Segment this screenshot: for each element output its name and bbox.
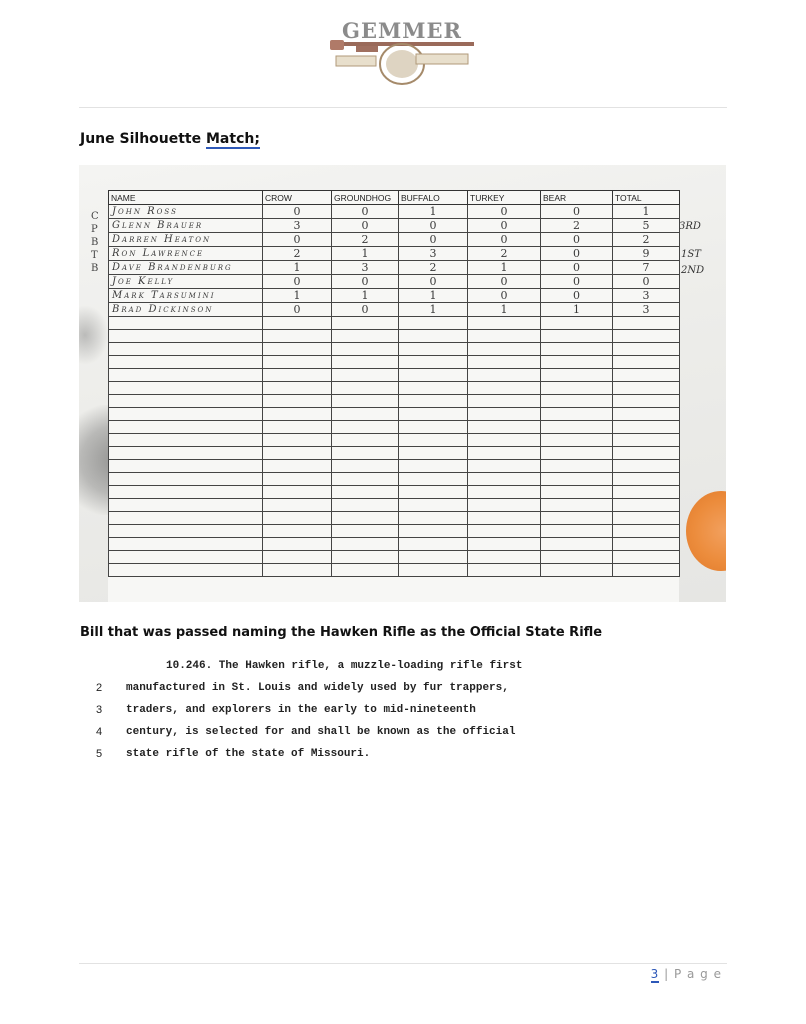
empty-cell <box>468 395 541 408</box>
score-cell: 3 <box>399 247 468 261</box>
score-cell: 1 <box>468 261 541 275</box>
empty-cell <box>332 395 399 408</box>
empty-cell <box>399 434 468 447</box>
empty-cell <box>613 486 680 499</box>
empty-cell <box>468 382 541 395</box>
empty-cell <box>109 343 263 356</box>
empty-table-row <box>109 460 680 473</box>
score-cell: 0 <box>263 275 332 289</box>
score-cell: 0 <box>541 205 613 219</box>
placement-note: 1ST <box>681 249 701 260</box>
line-text: state rifle of the state of Missouri. <box>126 748 371 760</box>
empty-cell <box>109 512 263 525</box>
empty-cell <box>613 408 680 421</box>
empty-cell <box>263 330 332 343</box>
score-cell: 2 <box>399 261 468 275</box>
empty-cell <box>468 551 541 564</box>
score-cell: 0 <box>468 205 541 219</box>
empty-cell <box>541 486 613 499</box>
empty-cell <box>109 356 263 369</box>
empty-cell <box>613 395 680 408</box>
score-cell: 0 <box>399 219 468 233</box>
empty-cell <box>399 382 468 395</box>
line-number: 5 <box>96 748 103 760</box>
empty-table-row <box>109 551 680 564</box>
empty-cell <box>541 408 613 421</box>
bill-heading: Bill that was passed naming the Hawken Rifle as the Official State Rifle <box>80 625 603 640</box>
competitor-name: Ron Lawrence <box>109 247 263 261</box>
empty-table-row <box>109 434 680 447</box>
empty-cell <box>541 434 613 447</box>
heading-underlined-word: Match; <box>206 131 260 147</box>
table-row <box>109 219 680 233</box>
line-number: 4 <box>96 726 103 738</box>
empty-cell <box>399 447 468 460</box>
score-cell: 0 <box>541 247 613 261</box>
empty-cell <box>613 512 680 525</box>
column-header: BUFFALO <box>399 191 468 205</box>
empty-table-row <box>109 538 680 551</box>
empty-cell <box>332 330 399 343</box>
score-cell: 1 <box>613 205 680 219</box>
bill-line <box>96 704 696 726</box>
empty-cell <box>613 421 680 434</box>
empty-table-row <box>109 499 680 512</box>
empty-cell <box>613 369 680 382</box>
score-cell: 0 <box>613 275 680 289</box>
empty-cell <box>613 460 680 473</box>
column-header: CROW <box>263 191 332 205</box>
score-cell: 0 <box>399 233 468 247</box>
empty-cell <box>541 473 613 486</box>
empty-cell <box>468 512 541 525</box>
empty-cell <box>541 499 613 512</box>
empty-cell <box>613 356 680 369</box>
match-heading <box>80 131 260 147</box>
score-sheet-photo <box>79 165 726 602</box>
line-number: 3 <box>96 704 103 716</box>
score-cell: 0 <box>468 289 541 303</box>
line-text: century, is selected for and shall be known as the official <box>126 726 516 738</box>
line-text: traders, and explorers in the early to mid-nineteenth <box>126 704 476 716</box>
score-cell: 1 <box>399 205 468 219</box>
empty-cell <box>468 408 541 421</box>
table-row <box>109 247 680 261</box>
empty-cell <box>109 551 263 564</box>
line-number: 2 <box>96 682 103 694</box>
empty-cell <box>613 343 680 356</box>
empty-cell <box>468 317 541 330</box>
score-sheet <box>108 190 679 602</box>
empty-cell <box>541 356 613 369</box>
empty-cell <box>109 499 263 512</box>
table-row <box>109 205 680 219</box>
empty-cell <box>263 382 332 395</box>
empty-cell <box>399 486 468 499</box>
empty-cell <box>332 460 399 473</box>
page-label: P a g e <box>673 967 722 981</box>
empty-cell <box>332 382 399 395</box>
empty-cell <box>109 395 263 408</box>
competitor-name: Dave Brandenburg <box>109 261 263 275</box>
competitor-name: John Ross <box>109 205 263 219</box>
empty-cell <box>541 421 613 434</box>
score-cell: 0 <box>332 303 399 317</box>
margin-letter: T <box>91 250 98 261</box>
column-header: BEAR <box>541 191 613 205</box>
page-number: 3 <box>650 967 660 981</box>
score-cell: 3 <box>332 261 399 275</box>
score-cell: 0 <box>541 233 613 247</box>
empty-cell <box>332 317 399 330</box>
empty-cell <box>332 369 399 382</box>
competitor-name: Darren Heaton <box>109 233 263 247</box>
empty-cell <box>332 356 399 369</box>
heading-prefix: June Silhouette <box>80 131 206 147</box>
empty-cell <box>263 356 332 369</box>
bill-line <box>96 748 696 770</box>
empty-cell <box>399 460 468 473</box>
score-cell: 2 <box>468 247 541 261</box>
gemmer-logo <box>326 16 478 96</box>
score-table <box>108 190 680 577</box>
empty-cell <box>263 473 332 486</box>
empty-cell <box>332 408 399 421</box>
competitor-name: Brad Dickinson <box>109 303 263 317</box>
empty-cell <box>613 564 680 577</box>
empty-cell <box>263 486 332 499</box>
empty-cell <box>468 538 541 551</box>
empty-cell <box>613 538 680 551</box>
empty-cell <box>468 486 541 499</box>
empty-cell <box>332 447 399 460</box>
empty-cell <box>613 317 680 330</box>
empty-cell <box>399 525 468 538</box>
competitor-name: Joe Kelly <box>109 275 263 289</box>
empty-cell <box>613 447 680 460</box>
empty-cell <box>263 512 332 525</box>
empty-cell <box>399 473 468 486</box>
score-cell: 0 <box>541 275 613 289</box>
score-cell: 3 <box>613 303 680 317</box>
bill-line <box>96 682 696 704</box>
empty-cell <box>399 512 468 525</box>
empty-cell <box>263 369 332 382</box>
score-cell: 1 <box>263 289 332 303</box>
score-cell: 0 <box>332 275 399 289</box>
empty-cell <box>541 382 613 395</box>
competitor-name: Mark Tarsumini <box>109 289 263 303</box>
empty-cell <box>332 525 399 538</box>
empty-cell <box>399 538 468 551</box>
empty-cell <box>263 551 332 564</box>
empty-table-row <box>109 408 680 421</box>
empty-cell <box>109 408 263 421</box>
empty-cell <box>468 447 541 460</box>
empty-cell <box>541 330 613 343</box>
empty-table-row <box>109 330 680 343</box>
empty-cell <box>399 564 468 577</box>
empty-cell <box>109 538 263 551</box>
score-cell: 1 <box>332 247 399 261</box>
empty-cell <box>541 343 613 356</box>
margin-letter: B <box>91 263 99 274</box>
empty-cell <box>399 356 468 369</box>
empty-cell <box>263 421 332 434</box>
empty-cell <box>109 460 263 473</box>
placement-note: 3RD <box>679 221 701 232</box>
score-cell: 3 <box>263 219 332 233</box>
empty-cell <box>109 447 263 460</box>
empty-cell <box>541 512 613 525</box>
margin-letter: P <box>91 224 98 235</box>
column-header: NAME <box>109 191 263 205</box>
empty-cell <box>332 551 399 564</box>
footer-divider <box>79 963 727 964</box>
empty-cell <box>613 499 680 512</box>
empty-cell <box>399 317 468 330</box>
score-cell: 0 <box>332 205 399 219</box>
empty-cell <box>109 564 263 577</box>
empty-cell <box>468 473 541 486</box>
placement-note: 2ND <box>681 265 705 276</box>
empty-cell <box>263 317 332 330</box>
empty-cell <box>332 538 399 551</box>
empty-cell <box>541 317 613 330</box>
bill-text <box>96 660 696 770</box>
score-table-body <box>109 205 680 577</box>
page-separator: | <box>659 967 674 981</box>
empty-table-row <box>109 525 680 538</box>
margin-letter: C <box>91 211 99 222</box>
table-row <box>109 233 680 247</box>
score-cell: 1 <box>399 303 468 317</box>
empty-cell <box>399 369 468 382</box>
empty-table-row <box>109 473 680 486</box>
empty-cell <box>332 343 399 356</box>
score-cell: 1 <box>263 261 332 275</box>
empty-cell <box>541 395 613 408</box>
bill-line <box>96 660 696 682</box>
table-row <box>109 289 680 303</box>
empty-cell <box>399 551 468 564</box>
empty-cell <box>109 525 263 538</box>
score-cell: 0 <box>468 219 541 233</box>
empty-cell <box>263 343 332 356</box>
empty-cell <box>109 369 263 382</box>
empty-cell <box>263 447 332 460</box>
empty-cell <box>613 382 680 395</box>
empty-cell <box>399 421 468 434</box>
score-cell: 7 <box>613 261 680 275</box>
empty-cell <box>468 343 541 356</box>
empty-cell <box>613 330 680 343</box>
empty-table-row <box>109 382 680 395</box>
empty-cell <box>263 408 332 421</box>
column-header: TOTAL <box>613 191 680 205</box>
empty-cell <box>541 551 613 564</box>
empty-cell <box>468 564 541 577</box>
empty-table-row <box>109 421 680 434</box>
empty-cell <box>468 525 541 538</box>
empty-cell <box>399 343 468 356</box>
empty-cell <box>541 447 613 460</box>
empty-cell <box>263 460 332 473</box>
empty-cell <box>263 499 332 512</box>
score-cell: 1 <box>332 289 399 303</box>
empty-table-row <box>109 395 680 408</box>
table-row <box>109 261 680 275</box>
empty-cell <box>263 564 332 577</box>
empty-cell <box>332 499 399 512</box>
score-cell: 0 <box>468 275 541 289</box>
empty-cell <box>613 525 680 538</box>
empty-cell <box>109 434 263 447</box>
empty-table-row <box>109 512 680 525</box>
score-cell: 0 <box>263 303 332 317</box>
score-cell: 0 <box>263 233 332 247</box>
empty-cell <box>541 460 613 473</box>
empty-cell <box>468 460 541 473</box>
empty-cell <box>109 317 263 330</box>
line-text: 10.246. The Hawken rifle, a muzzle-loading rifle first <box>166 660 523 672</box>
empty-cell <box>332 421 399 434</box>
line-text: manufactured in St. Louis and widely used by fur trappers, <box>126 682 509 694</box>
score-cell: 0 <box>468 233 541 247</box>
margin-letter: B <box>91 237 99 248</box>
empty-cell <box>613 551 680 564</box>
empty-cell <box>468 434 541 447</box>
logo-wordmark: GEMMER <box>342 18 462 43</box>
score-table-header-row <box>109 191 680 205</box>
page-footer <box>651 967 722 981</box>
empty-cell <box>399 330 468 343</box>
empty-cell <box>263 395 332 408</box>
table-row <box>109 275 680 289</box>
empty-cell <box>468 356 541 369</box>
header-divider <box>79 107 727 108</box>
score-cell: 5 <box>613 219 680 233</box>
score-cell: 2 <box>613 233 680 247</box>
empty-cell <box>468 421 541 434</box>
empty-cell <box>109 382 263 395</box>
empty-cell <box>541 564 613 577</box>
column-header: GROUNDHOG <box>332 191 399 205</box>
empty-table-row <box>109 369 680 382</box>
empty-table-row <box>109 317 680 330</box>
score-cell: 1 <box>541 303 613 317</box>
score-cell: 0 <box>541 289 613 303</box>
bill-line <box>96 726 696 748</box>
score-cell: 0 <box>541 261 613 275</box>
empty-cell <box>263 525 332 538</box>
empty-cell <box>109 421 263 434</box>
score-cell: 2 <box>541 219 613 233</box>
empty-cell <box>109 473 263 486</box>
empty-cell <box>399 395 468 408</box>
score-cell: 2 <box>263 247 332 261</box>
score-cell: 1 <box>468 303 541 317</box>
empty-cell <box>332 473 399 486</box>
empty-table-row <box>109 447 680 460</box>
empty-cell <box>263 538 332 551</box>
score-cell: 1 <box>399 289 468 303</box>
empty-cell <box>468 369 541 382</box>
score-cell: 9 <box>613 247 680 261</box>
shadow-stain <box>79 305 109 365</box>
empty-cell <box>109 330 263 343</box>
empty-cell <box>541 369 613 382</box>
score-cell: 0 <box>399 275 468 289</box>
empty-cell <box>332 564 399 577</box>
empty-cell <box>468 330 541 343</box>
empty-cell <box>468 499 541 512</box>
empty-table-row <box>109 486 680 499</box>
empty-cell <box>332 512 399 525</box>
empty-cell <box>263 434 332 447</box>
orange-object <box>686 491 726 571</box>
score-cell: 2 <box>332 233 399 247</box>
empty-table-row <box>109 564 680 577</box>
score-cell: 0 <box>332 219 399 233</box>
table-row <box>109 303 680 317</box>
competitor-name: Glenn Brauer <box>109 219 263 233</box>
empty-cell <box>399 499 468 512</box>
score-cell: 3 <box>613 289 680 303</box>
score-cell: 0 <box>263 205 332 219</box>
empty-cell <box>399 408 468 421</box>
empty-cell <box>332 434 399 447</box>
empty-table-row <box>109 356 680 369</box>
empty-table-row <box>109 343 680 356</box>
empty-cell <box>541 538 613 551</box>
empty-cell <box>613 473 680 486</box>
empty-cell <box>613 434 680 447</box>
empty-cell <box>109 486 263 499</box>
empty-cell <box>541 525 613 538</box>
column-header: TURKEY <box>468 191 541 205</box>
empty-cell <box>332 486 399 499</box>
